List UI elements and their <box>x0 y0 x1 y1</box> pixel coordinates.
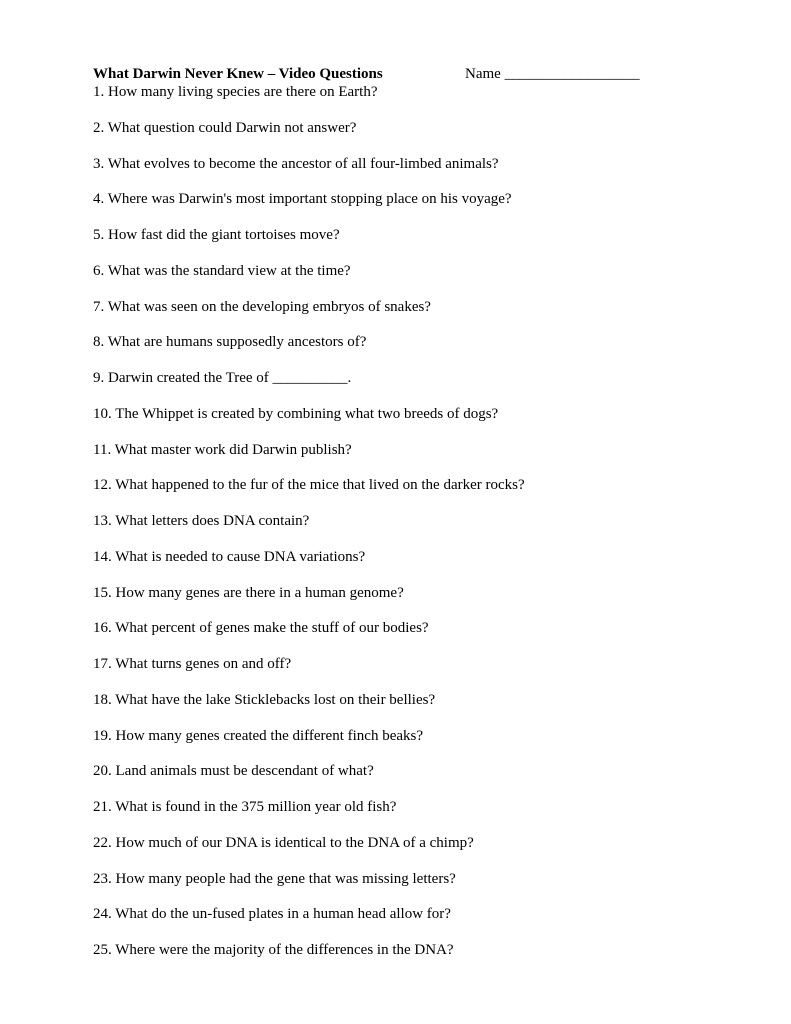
question-item: 25. Where were the majority of the differences in the DNA? <box>93 942 454 958</box>
question-item: 5. How fast did the giant tortoises move? <box>93 227 340 243</box>
question-item: 11. What master work did Darwin publish? <box>93 441 352 458</box>
worksheet-header <box>93 64 693 84</box>
question-item: 19. How many genes created the different finch beaks? <box>93 727 424 744</box>
question-item: 16. What percent of genes make the stuff of our bodies? <box>93 620 429 637</box>
question-item: 6. What was the standard view at the time? <box>93 262 351 279</box>
question-item: 9. Darwin created the Tree of __________. <box>93 370 352 386</box>
question-item: 10. The Whippet is created by combining what two breeds of dogs? <box>93 405 499 422</box>
question-item: 21. What is found in the 375 million year old fish? <box>93 799 397 815</box>
name-field: Name __________________ <box>465 66 640 82</box>
question-item: 17. What turns genes on and off? <box>93 656 292 672</box>
question-item: 14. What is needed to cause DNA variations? <box>93 548 366 565</box>
question-item: 24. What do the un-fused plates in a human head allow for? <box>93 906 451 923</box>
question-item: 12. What happened to the fur of the mice that lived on the darker rocks? <box>93 477 525 494</box>
question-item: 7. What was seen on the developing embryos of snakes? <box>93 298 431 315</box>
question-item: 4. Where was Darwin's most important stopping place on his voyage? <box>93 191 512 208</box>
question-item: 8. What are humans supposedly ancestors of? <box>93 334 367 351</box>
question-item: 13. What letters does DNA contain? <box>93 513 310 529</box>
question-item: 22. How much of our DNA is identical to the DNA of a chimp? <box>93 834 474 851</box>
worksheet-title: What Darwin Never Knew – Video Questions <box>93 66 383 82</box>
question-item: 18. What have the lake Sticklebacks lost on their bellies? <box>93 691 436 708</box>
question-item: 20. Land animals must be descendant of what? <box>93 763 374 780</box>
question-list <box>93 82 733 976</box>
question-item: 1. How many living species are there on Earth? <box>93 84 378 100</box>
question-item: 2. What question could Darwin not answer? <box>93 119 357 136</box>
question-item: 23. How many people had the gene that was missing letters? <box>93 870 456 887</box>
question-item: 15. How many genes are there in a human genome? <box>93 584 404 601</box>
question-item: 3. What evolves to become the ancestor of all four-limbed animals? <box>93 155 499 172</box>
